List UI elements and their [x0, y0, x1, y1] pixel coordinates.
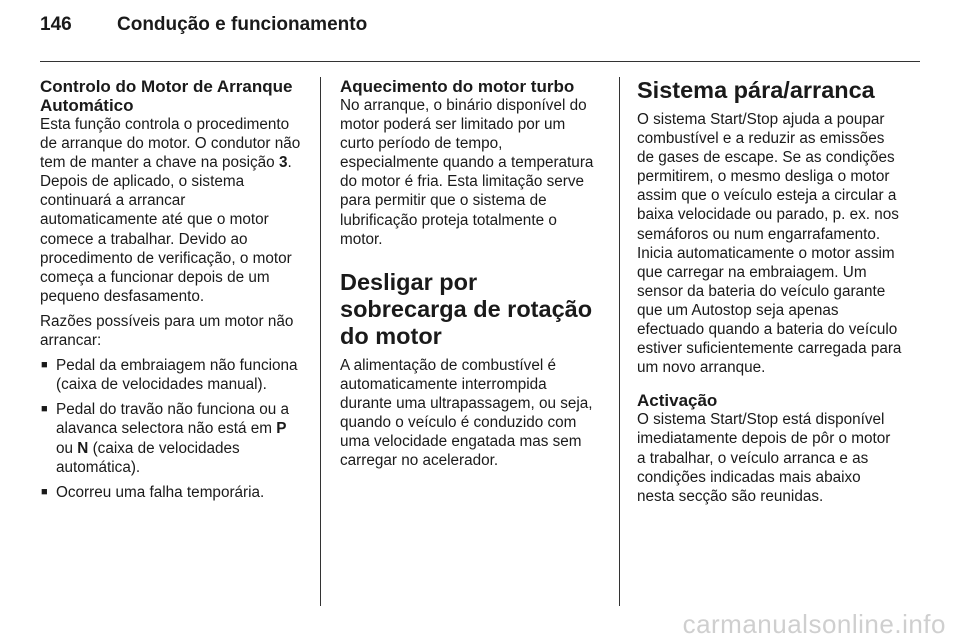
- section-heading-start-stop: Sistema pára/arranca: [637, 77, 875, 103]
- paragraph-turbo: No arranque, o binário disponível do motor poderá ser limitado por um curto período de tempo, especialmente quando a temperatura do motor é fria. Esta limitação serve para permitir que o sistema de lubrificação proteja totalmente o motor.: [340, 97, 594, 248]
- list-item: ■ Pedal da embraiagem não funciona (caixa de velocidades manual).: [40, 356, 302, 394]
- column-divider-2: [619, 77, 620, 606]
- section-heading-motor-arranque: Controlo do Motor de Arranque Automático: [40, 77, 293, 115]
- reasons-list: [40, 356, 302, 502]
- paragraph-razoes: Razões possíveis para um motor não arrancar:: [40, 312, 294, 350]
- page-title: Condução e funcionamento: [117, 14, 368, 35]
- column-divider-1: [320, 77, 321, 606]
- paragraph-activacao: O sistema Start/Stop está disponível imediatamente depois de pôr o motor a trabalhar, o veículo arranca e as condições indicadas mais abaixo nesta secção são reunidas.: [637, 411, 891, 505]
- section-heading-sobrecarga: Desligar por sobrecarga de rotação do motor: [340, 268, 593, 349]
- list-item: ■ Ocorreu uma falha temporária.: [40, 483, 302, 502]
- watermark: carmanualsonline.info: [682, 609, 946, 639]
- paragraph-sobrecarga: A alimentação de combustível é automaticamente interrompida durante uma ultrapassagem, ou seja, quando o veículo é conduzido com uma velocidade engatada mas sem carregar no acelerador.: [340, 356, 593, 470]
- paragraph-procedimento: Esta função controla o procedimento de arranque do motor. O condutor não tem de manter a chave na posição 3. Depois de aplicado, o sistema continuará a arrancar automaticamente até que o motor comece a trabalhar. Devido ao procedimento de verificação, o motor começa a funcionar depois de um pequeno desfasamento.: [40, 116, 301, 305]
- column-3: [637, 77, 902, 512]
- header-rule: [40, 61, 920, 62]
- list-item: ■ Pedal do travão não funciona ou a alavanca selectora não está em P ou N (caixa de velocidades automática).: [40, 400, 302, 476]
- page-header: [40, 14, 367, 46]
- section-heading-turbo: Aquecimento do motor turbo: [340, 77, 575, 96]
- column-1: [40, 77, 302, 508]
- page-number: 146: [40, 14, 72, 35]
- column-2: [340, 77, 602, 476]
- section-heading-activacao: Activação: [637, 391, 718, 411]
- paragraph-start-stop: O sistema Start/Stop ajuda a poupar combustível e a reduzir as emissões de gases de escape. Se as condições permitirem, o mesmo desliga o motor assim que o veículo esteja a circular a baixa velocidade ou parado, p. ex. nos semáforos ou num engarrafamento. Inicia automaticamente o motor assim que carregar na embraiagem. Um sensor da bateria do veículo garante que um Autostop seja apenas efectuado quando a bateria do veículo estiver suficientemente carregada para um novo arranque.: [637, 111, 902, 377]
